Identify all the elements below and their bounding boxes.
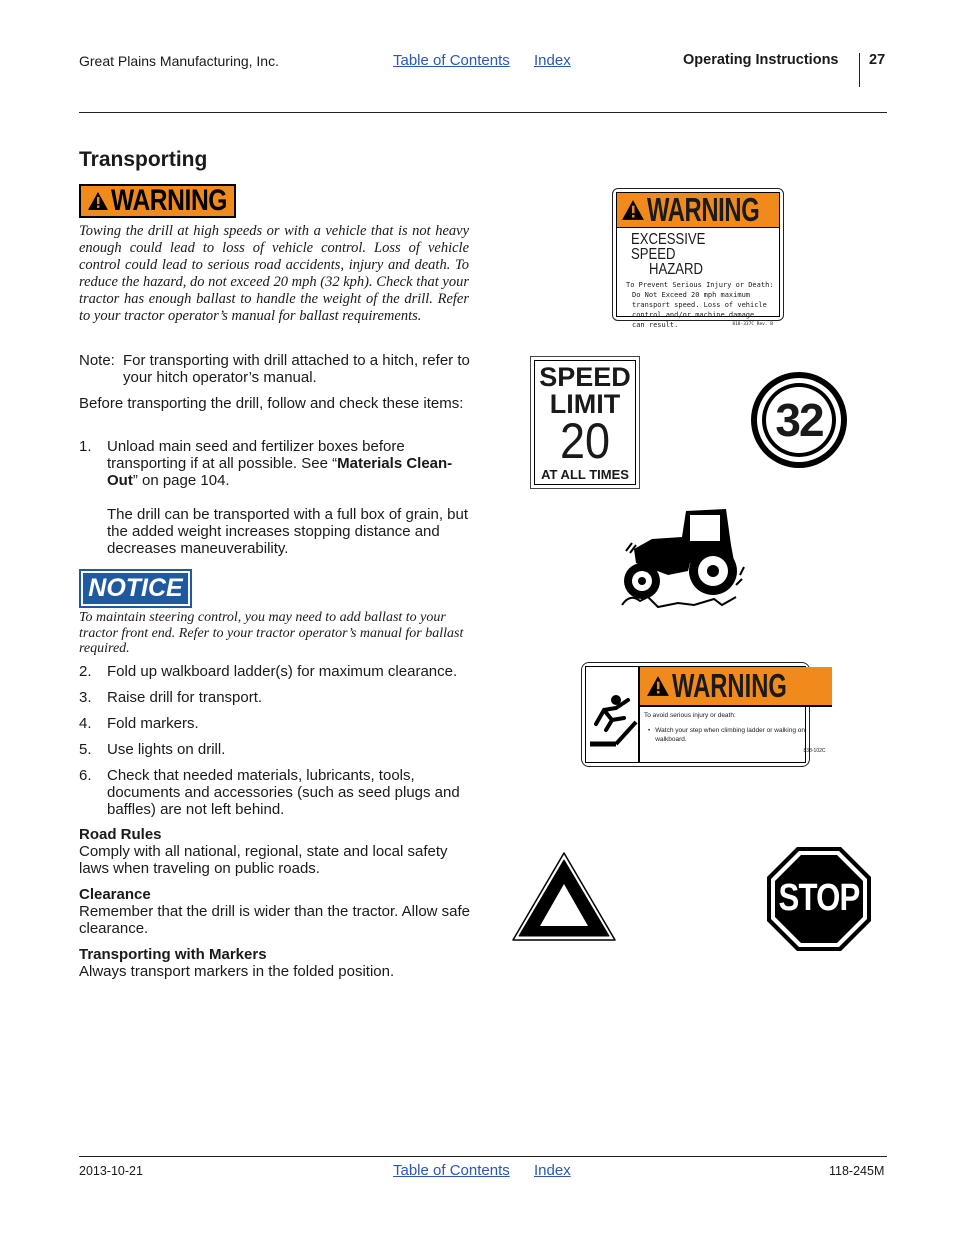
header-index-link[interactable]: Index [534,52,571,69]
step-2-number: 2. [79,663,92,680]
decal-line: transport speed. Loss of vehicle [632,301,767,309]
step-4 [79,715,471,732]
footer-toc-link[interactable]: Table of Contents [393,1162,510,1179]
step-5-text: Use lights on drill. [107,741,226,758]
note-label: Note: [79,352,115,369]
header-toc-link[interactable]: Table of Contents [393,52,510,69]
step-5-number: 5. [79,741,92,758]
decal2-intro: To avoid serious injury or death: [644,712,736,719]
decal2-warning-label: WARNING [672,667,787,704]
step-3-text: Raise drill for transport. [107,689,263,706]
warning-triangle-icon [621,199,645,221]
warning-text: Towing the drill at high speeds or with a vehicle that is not heavy enough could lead to loss of vehicle control. Loss of vehicle control could lead to serious road accidents, injury and death. To reduce the hazard, do not exceed 20 mph (32 kph). Check that your tractor has enough ballast to handle the weight of the drill. Refer to your tractor operator’s manual for ballast requirements. [79,223,469,324]
decal2-body [640,707,832,756]
decal2-warning-header [640,667,832,707]
step-6-number: 6. [79,767,92,784]
decal-title-line2: HAZARD [649,261,703,278]
decal-line: Do Not Exceed 20 mph maximum [632,291,751,299]
decal-line: control and/or machine damage [632,311,755,319]
footer-rule [79,1156,887,1157]
decal-body [617,277,779,330]
clearance-text: Remember that the drill is wider than the tractor. Allow safe clearance. [79,903,471,937]
tractor-icon [618,505,748,611]
stop-sign-text: STOP [778,877,860,919]
step-1-text-a: Unload main seed and fertilizer boxes before transporting if at all possible. See “ [107,438,405,472]
kph-sign-value: 32 [775,394,823,446]
footer-doc-number: 118-245M [829,1164,885,1178]
note-text: For transporting with drill attached to a hitch, refer to your hitch operator’s manual. [123,352,470,386]
decal-line: To Prevent Serious Injury or Death: [626,281,774,289]
step-2 [79,663,471,680]
stop-sign [766,846,872,952]
clearance [79,886,471,937]
clearance-heading: Clearance [79,886,151,903]
kph-limit-sign [751,372,847,468]
step-3-number: 3. [79,689,92,706]
step-6 [79,767,471,818]
materials-clean-out-ref: Materials Clean-Out [107,455,453,489]
bullet-icon: • [648,727,651,734]
intro-text: Before transporting the drill, follow and check these items: [79,395,464,412]
notice-badge: NOTICE [81,571,190,606]
falling-person-icon [586,680,638,750]
decal-pictogram [586,667,640,762]
markers-text: Always transport markers in the folded position. [79,963,395,980]
speed-limit-sign [530,356,640,489]
decal-line: can result. [632,321,679,329]
walkboard-warning-decal [581,662,826,767]
decal2-bullet: Watch your step when climbing ladder or walking on walkboard. [655,727,805,743]
decal2-code: 838-102C [803,748,826,754]
page-number: 27 [869,52,886,68]
speed-sign-line2: LIMIT [549,389,621,419]
markers-heading: Transporting with Markers [79,946,267,963]
step-1-paragraph: The drill can be transported with a full box of grain, but the added weight increases stopping distance and decreases maneuverability. [107,506,469,557]
page-heading: Transporting [79,148,208,171]
step-1 [79,438,471,557]
step-3 [79,689,471,706]
step-2-text: Fold up walkboard ladder(s) for maximum clearance. [107,663,458,680]
warning-triangle-icon [87,191,109,211]
footer-index-link[interactable]: Index [534,1162,571,1179]
speed-sign-footer: AT ALL TIMES [541,467,629,482]
footer-date: 2013-10-21 [79,1164,143,1178]
road-rules-text: Comply with all national, regional, state and local safety laws when traveling on public roads. [79,843,448,877]
excessive-speed-decal [612,188,784,329]
step-1-text-b: ” on page 104. [132,472,230,489]
warning-badge [79,184,236,218]
header-divider [859,53,860,87]
decal-title-line1: EXCESSIVE SPEED [631,231,706,263]
road-rules-heading: Road Rules [79,826,162,843]
step-5 [79,741,471,758]
road-rules [79,826,471,877]
step-4-text: Fold markers. [107,715,199,732]
warning-triangle-icon [646,675,670,697]
step-4-number: 4. [79,715,92,732]
header-rule [79,112,887,113]
warning-badge-label: WARNING [111,184,228,217]
step-6-text: Check that needed materials, lubricants, tools, documents and accessories (such as seed plugs and baffles) are not left behind. [107,767,460,818]
decal-title [617,228,779,277]
company-name: Great Plains Manufacturing, Inc. [79,53,279,69]
section-title: Operating Instructions [683,52,839,68]
step-1-number: 1. [79,438,92,455]
decal-warning-label: WARNING [647,191,760,228]
speed-sign-line1: SPEED [539,362,631,392]
transporting-markers [79,946,471,980]
notice-text: To maintain steering control, you may need to add ballast to your tractor front end. Refer to your tractor operator’s manual for ballast required. [79,610,464,656]
decal-code: 818-337C Rev. B [732,322,773,327]
decal-warning-header [617,193,779,228]
steps-list [79,663,471,818]
yield-triangle-icon [510,850,618,944]
note [79,352,471,386]
speed-sign-value: 20 [559,413,611,469]
